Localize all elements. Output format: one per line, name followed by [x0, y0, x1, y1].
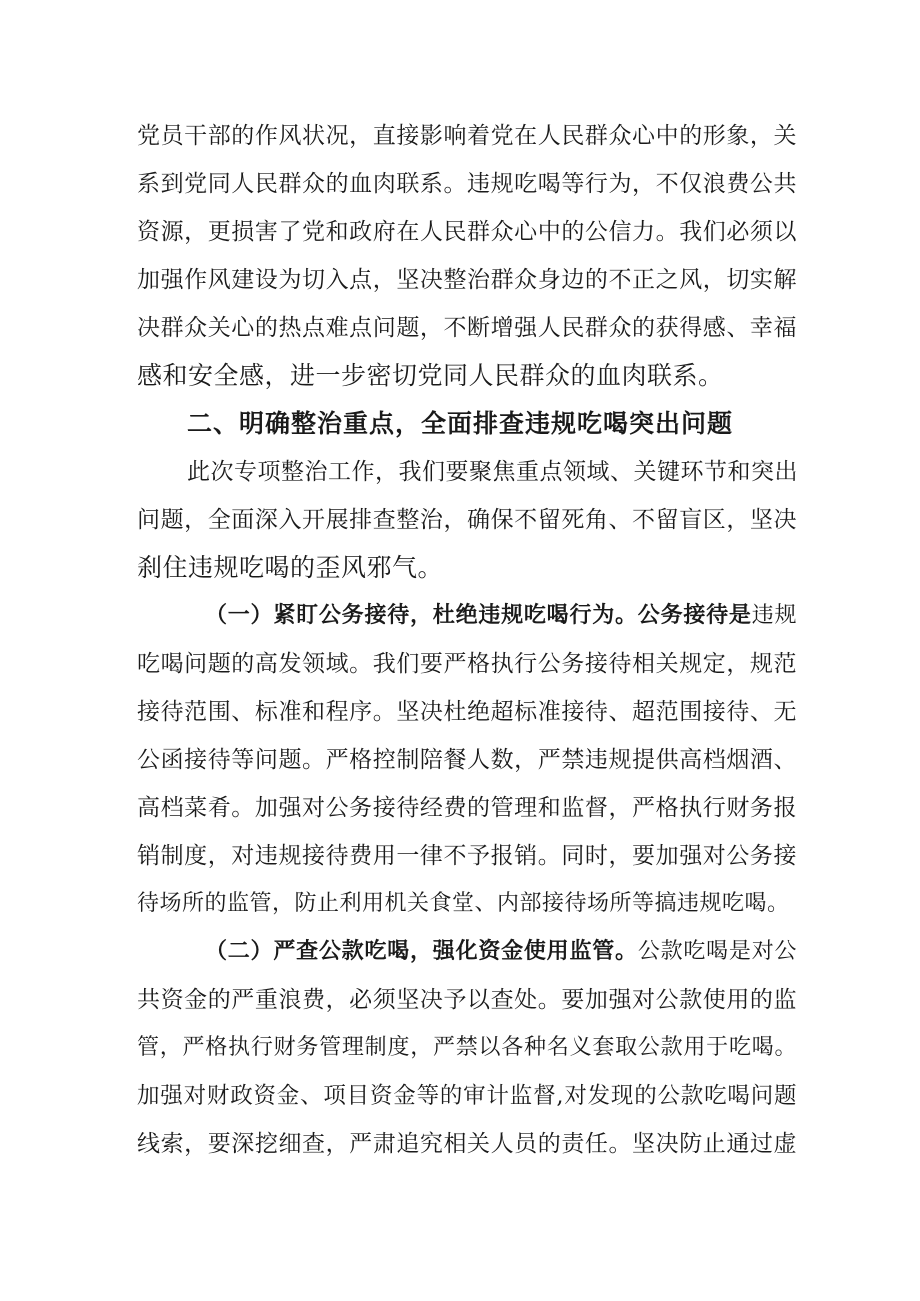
paragraph-line: 系到党同人民群众的血肉联系。违规吃喝等行为，不仅浪费公共: [137, 171, 797, 197]
section-heading: 二、明确整治重点，全面排查违规吃喝突出问题: [187, 409, 734, 438]
paragraph-line: 销制度，对违规接待费用一律不予报销。同时，要加强对公务接: [137, 843, 797, 869]
subsection-lead-rest: 违规: [751, 603, 797, 628]
subsection-lead: （一）紧盯公务接待，杜绝违规吃喝行为。公务接待是: [205, 603, 752, 628]
subsection-lead: （二）严查公款吃喝，强化资金使用监管。: [205, 939, 638, 964]
paragraph-line: 线索，要深挖细查，严肃追究相关人员的责任。坚决防止通过虚: [137, 1131, 797, 1157]
paragraph-line: 加强对财政资金、项目资金等的审计监督,对发现的公款吃喝问题: [137, 1083, 797, 1109]
paragraph-line: 感和安全感，进一步密切党同人民群众的血肉联系。: [137, 361, 724, 390]
paragraph-line: 资源，更损害了党和政府在人民群众心中的公信力。我们必须以: [137, 219, 797, 245]
paragraph-line: 吃喝问题的高发领域。我们要严格执行公务接待相关规定，规范: [137, 651, 797, 677]
paragraph-line: 待场所的监管，防止利用机关食堂、内部接待场所等搞违规吃喝。: [137, 891, 790, 916]
paragraph-line: 此次专项整治工作，我们要聚焦重点领域、关键环节和突出: [187, 459, 798, 485]
subsection-first-line: [205, 932, 797, 972]
paragraph-line: 共资金的严重浪费，必须坚决予以查处。要加强对公款使用的监: [137, 987, 797, 1013]
paragraph-line: 接待范围、标准和程序。坚决杜绝超标准接待、超范围接待、无: [137, 699, 797, 725]
paragraph-line: 管，严格执行财务管理制度，严禁以各种名义套取公款用于吃喝。: [137, 1035, 797, 1060]
paragraph-line: 刹住违规吃喝的歪风邪气。: [137, 553, 444, 582]
paragraph-line: 高档菜肴。加强对公务接待经费的管理和监督，严格执行财务报: [137, 795, 797, 821]
paragraph-line: 决群众关心的热点难点问题，不断增强人民群众的获得感、幸福: [137, 315, 797, 341]
subsection-lead-rest: 公款吃喝是对公: [637, 939, 797, 964]
paragraph-line: 问题，全面深入开展排查整治，确保不留死角、不留盲区，坚决: [137, 507, 797, 533]
paragraph-line: 党员干部的作风状况，直接影响着党在人民群众心中的形象，关: [137, 123, 797, 149]
paragraph-line: 公函接待等问题。严格控制陪餐人数，严禁违规提供高档烟酒、: [137, 747, 797, 773]
subsection-first-line: [205, 596, 797, 636]
paragraph-line: 加强作风建设为切入点，坚决整治群众身边的不正之风，切实解: [137, 267, 797, 293]
